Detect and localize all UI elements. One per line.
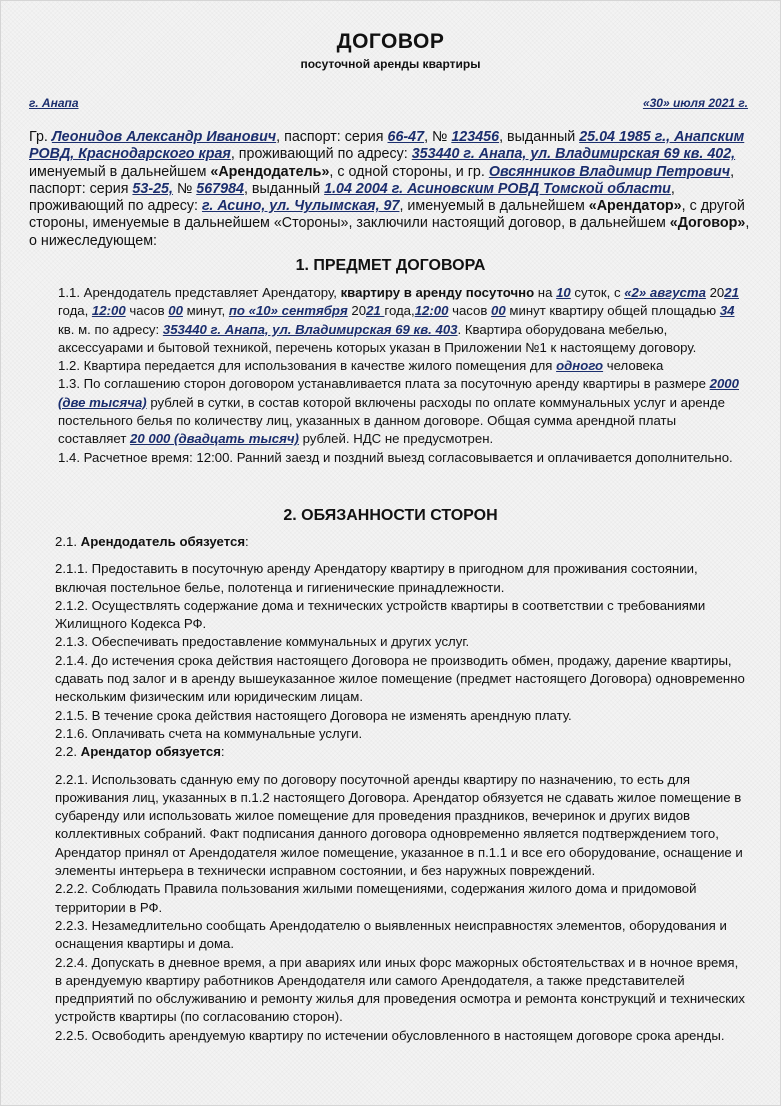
apartment-area: 34: [719, 303, 735, 319]
document-subtitle: посуточной аренды квартиры: [300, 57, 481, 71]
tenant-name: Овсянников Владимир Петрович: [488, 163, 731, 180]
daily-price: 2000 (две тысяча): [58, 376, 739, 410]
landlord-name: Леонидов Александр Иванович: [51, 129, 277, 145]
clause-2-1-3: 2.1.3. Обеспечивать предоставление коммунальных и других услуг.: [55, 634, 470, 650]
contract-date: «30» июля 2021 г.: [642, 96, 748, 110]
clause-2-1-1: 2.1.1. Предоставить в посуточную аренду Арендатору квартиру в пригодном для проживания состоянии, включая постельное белье, полотенца и гигиенические принадлежности.: [55, 561, 698, 595]
checkin-time: 12:00: [91, 303, 126, 319]
clause-2-1-5: 2.1.5. В течение срока действия настоящего Договора не изменять арендную плату.: [55, 707, 572, 723]
section-1-heading: 1. ПРЕДМЕТ ДОГОВОРА: [295, 257, 486, 274]
clause-1-3: 1.3. По соглашению сторон договором устанавливается плата за посуточную аренду квартиры в размере 2000 (две тысяча) рублей в сутки, в состав которой включены расходы по оплате коммунальных услуг и аренде постельного белья по количеству лиц, указанных в данном договоре. Общая сумма арендной платы составляет 20 000 (двадцать тысяч) рублей. НДС не предусмотрен.: [58, 376, 739, 447]
landlord-passport-number: 123456: [451, 129, 500, 145]
section-1-body: [58, 284, 748, 467]
contract-word: «Договор»: [669, 215, 746, 232]
clause-2-1-2: 2.1.2. Осуществлять содержание дома и технических устройств квартиры в соответствии с требованиями Жилищного Кодекса РФ.: [55, 597, 706, 632]
landlord-address: 353440 г. Анапа, ул. Владимирская 69 кв. 402,: [411, 146, 736, 163]
clause-1-4: 1.4. Расчетное время: 12:00. Ранний заезд и поздний выезд согласовывается и оплачивается дополнительно.: [58, 449, 733, 465]
rent-days: 10: [556, 285, 571, 300]
parties-paragraph: Гр. Леонидов Александр Иванович, паспорт: серия 66-47, № 123456, выданный 25.04 1985 г., Анапским РОВД, Краснодарского края, проживающий по адресу: 353440 г. Анапа, ул. Владимирская 69 кв. 402, именуемый в дальнейшем «Арендодатель», с одной стороны, и гр. Овсянников Владимир Петрович, паспорт: серия 53-25, № 567984, выданный 1.04 2004 г. Асиновским РОВД Томской области, проживающий по адресу: г. Асино, ул. Чулымская, 97, именуемый в дальнейшем «Арендатор», с другой стороны, именуемые в дальнейшем «Стороны», заключили настоящий договор, в дальнейшем «Договор», о нижеследующем:: [29, 129, 750, 249]
landlord-passport-issued: 25.04 1985 г., Анапским РОВД, Краснодарского края: [29, 129, 745, 163]
clause-2-2-3: 2.2.3. Незамедлительно сообщать Арендодателю о выявленных неисправностях элементов, оборудования и оснащения квартиры и дома.: [55, 917, 727, 952]
clause-2-2-4: 2.2.4. Допускать в дневное время, а при авариях или иных форс мажорных обстоятельствах и в ночное время, в арендуемую квартиру работников Арендодателя или самого Арендодателя, а также представителей предприятий по обслуживанию и ремонту жилья для проведения осмотра и ремонта конструкций и технических устройств квартиры (по согласованию сторон).: [55, 954, 745, 1025]
tenant-role: «Арендатор»: [588, 198, 682, 215]
tenant-passport-series: 53-25,: [132, 180, 173, 197]
persons-count: одного: [556, 358, 604, 374]
clause-2-1: 2.1. Арендодатель обязуется:: [55, 534, 249, 549]
contract-city: г. Анапа: [29, 96, 79, 110]
rent-to-date: по «10» сентября: [228, 303, 348, 319]
clause-2-2-2: 2.2.2. Соблюдать Правила пользования жилыми помещениями, содержания жилого дома и придомовой территории в РФ.: [55, 881, 697, 915]
clause-1-2: 1.2. Квартира передается для использования в качестве жилого помещения для одного человека: [58, 358, 664, 374]
document-title: ДОГОВОР: [336, 30, 445, 53]
clause-2-1-4: 2.1.4. До истечения срока действия настоящего Договора не производить обмен, продажу, дарение квартиры, сдавать под залог и в аренду вышеуказанное жилое помещение (предмет настоящего Договора) одновременно нескольким физическим или юридическим лицам.: [55, 652, 745, 705]
total-price: 20 000 (двадцать тысяч): [130, 431, 299, 447]
tenant-passport-number: 567984: [196, 180, 244, 197]
clause-2-2-1: 2.2.1. Использовать сданную ему по договору посуточной аренды квартиру по назначению, то есть для проживания лиц, указанных в п.1.2 настоящего Договора. Арендатор обязуется не сдавать жилое помещение в субаренду или использовать жилое помещение для проведения праздников, вечеринок и других видов коллективных собраний. Факт подписания данного договора одновременно является подтверждением того, Арендатор принял от Арендодателя жилое помещение, указанное в п.1.1 и все его оборудование, оснащение и элементы интерьера в технически исправном состоянии, и без наружных повреждений.: [55, 771, 743, 879]
section-2-body: [55, 533, 745, 1045]
clause-1-1: 1.1. Арендодатель представляет Арендатору, квартиру в аренду посуточно на 10 суток, с «2» августа 2021 года, 12:00 часов 00 минут, по «10» сентября 2021 года,12:00 часов 00 минут квартиру общей площадью 34 кв. м. по адресу: 353440 г. Анапа, ул. Владимирская 69 кв. 403. Квартира оборудована мебелью, аксессуарами и бытовой техникой, перечень которых указан в Приложении №1 к настоящему договору.: [58, 285, 739, 355]
landlord-passport-series: 66-47: [387, 129, 425, 145]
clause-2-1-6: 2.1.6. Оплачивать счета на коммунальные услуги.: [55, 725, 363, 741]
rent-from-date: «2» августа: [624, 285, 706, 300]
checkout-time: 12:00: [414, 303, 449, 319]
tenant-address: г. Асино, ул. Чулымская, 97: [201, 198, 400, 215]
landlord-role: «Арендодатель»: [210, 163, 330, 180]
section-2-heading: 2. ОБЯЗАННОСТИ СТОРОН: [283, 507, 498, 524]
clause-2-2-5: 2.2.5. Освободить арендуемую квартиру по истечении обусловленного в настоящем договоре срока аренды.: [55, 1027, 725, 1043]
tenant-passport-issued: 1.04 2004 г. Асиновским РОВД Томской области: [324, 180, 671, 197]
apartment-address: 353440 г. Анапа, ул. Владимирская 69 кв. 403: [162, 321, 458, 337]
clause-2-2: 2.2. Арендатор обязуется:: [55, 744, 225, 760]
